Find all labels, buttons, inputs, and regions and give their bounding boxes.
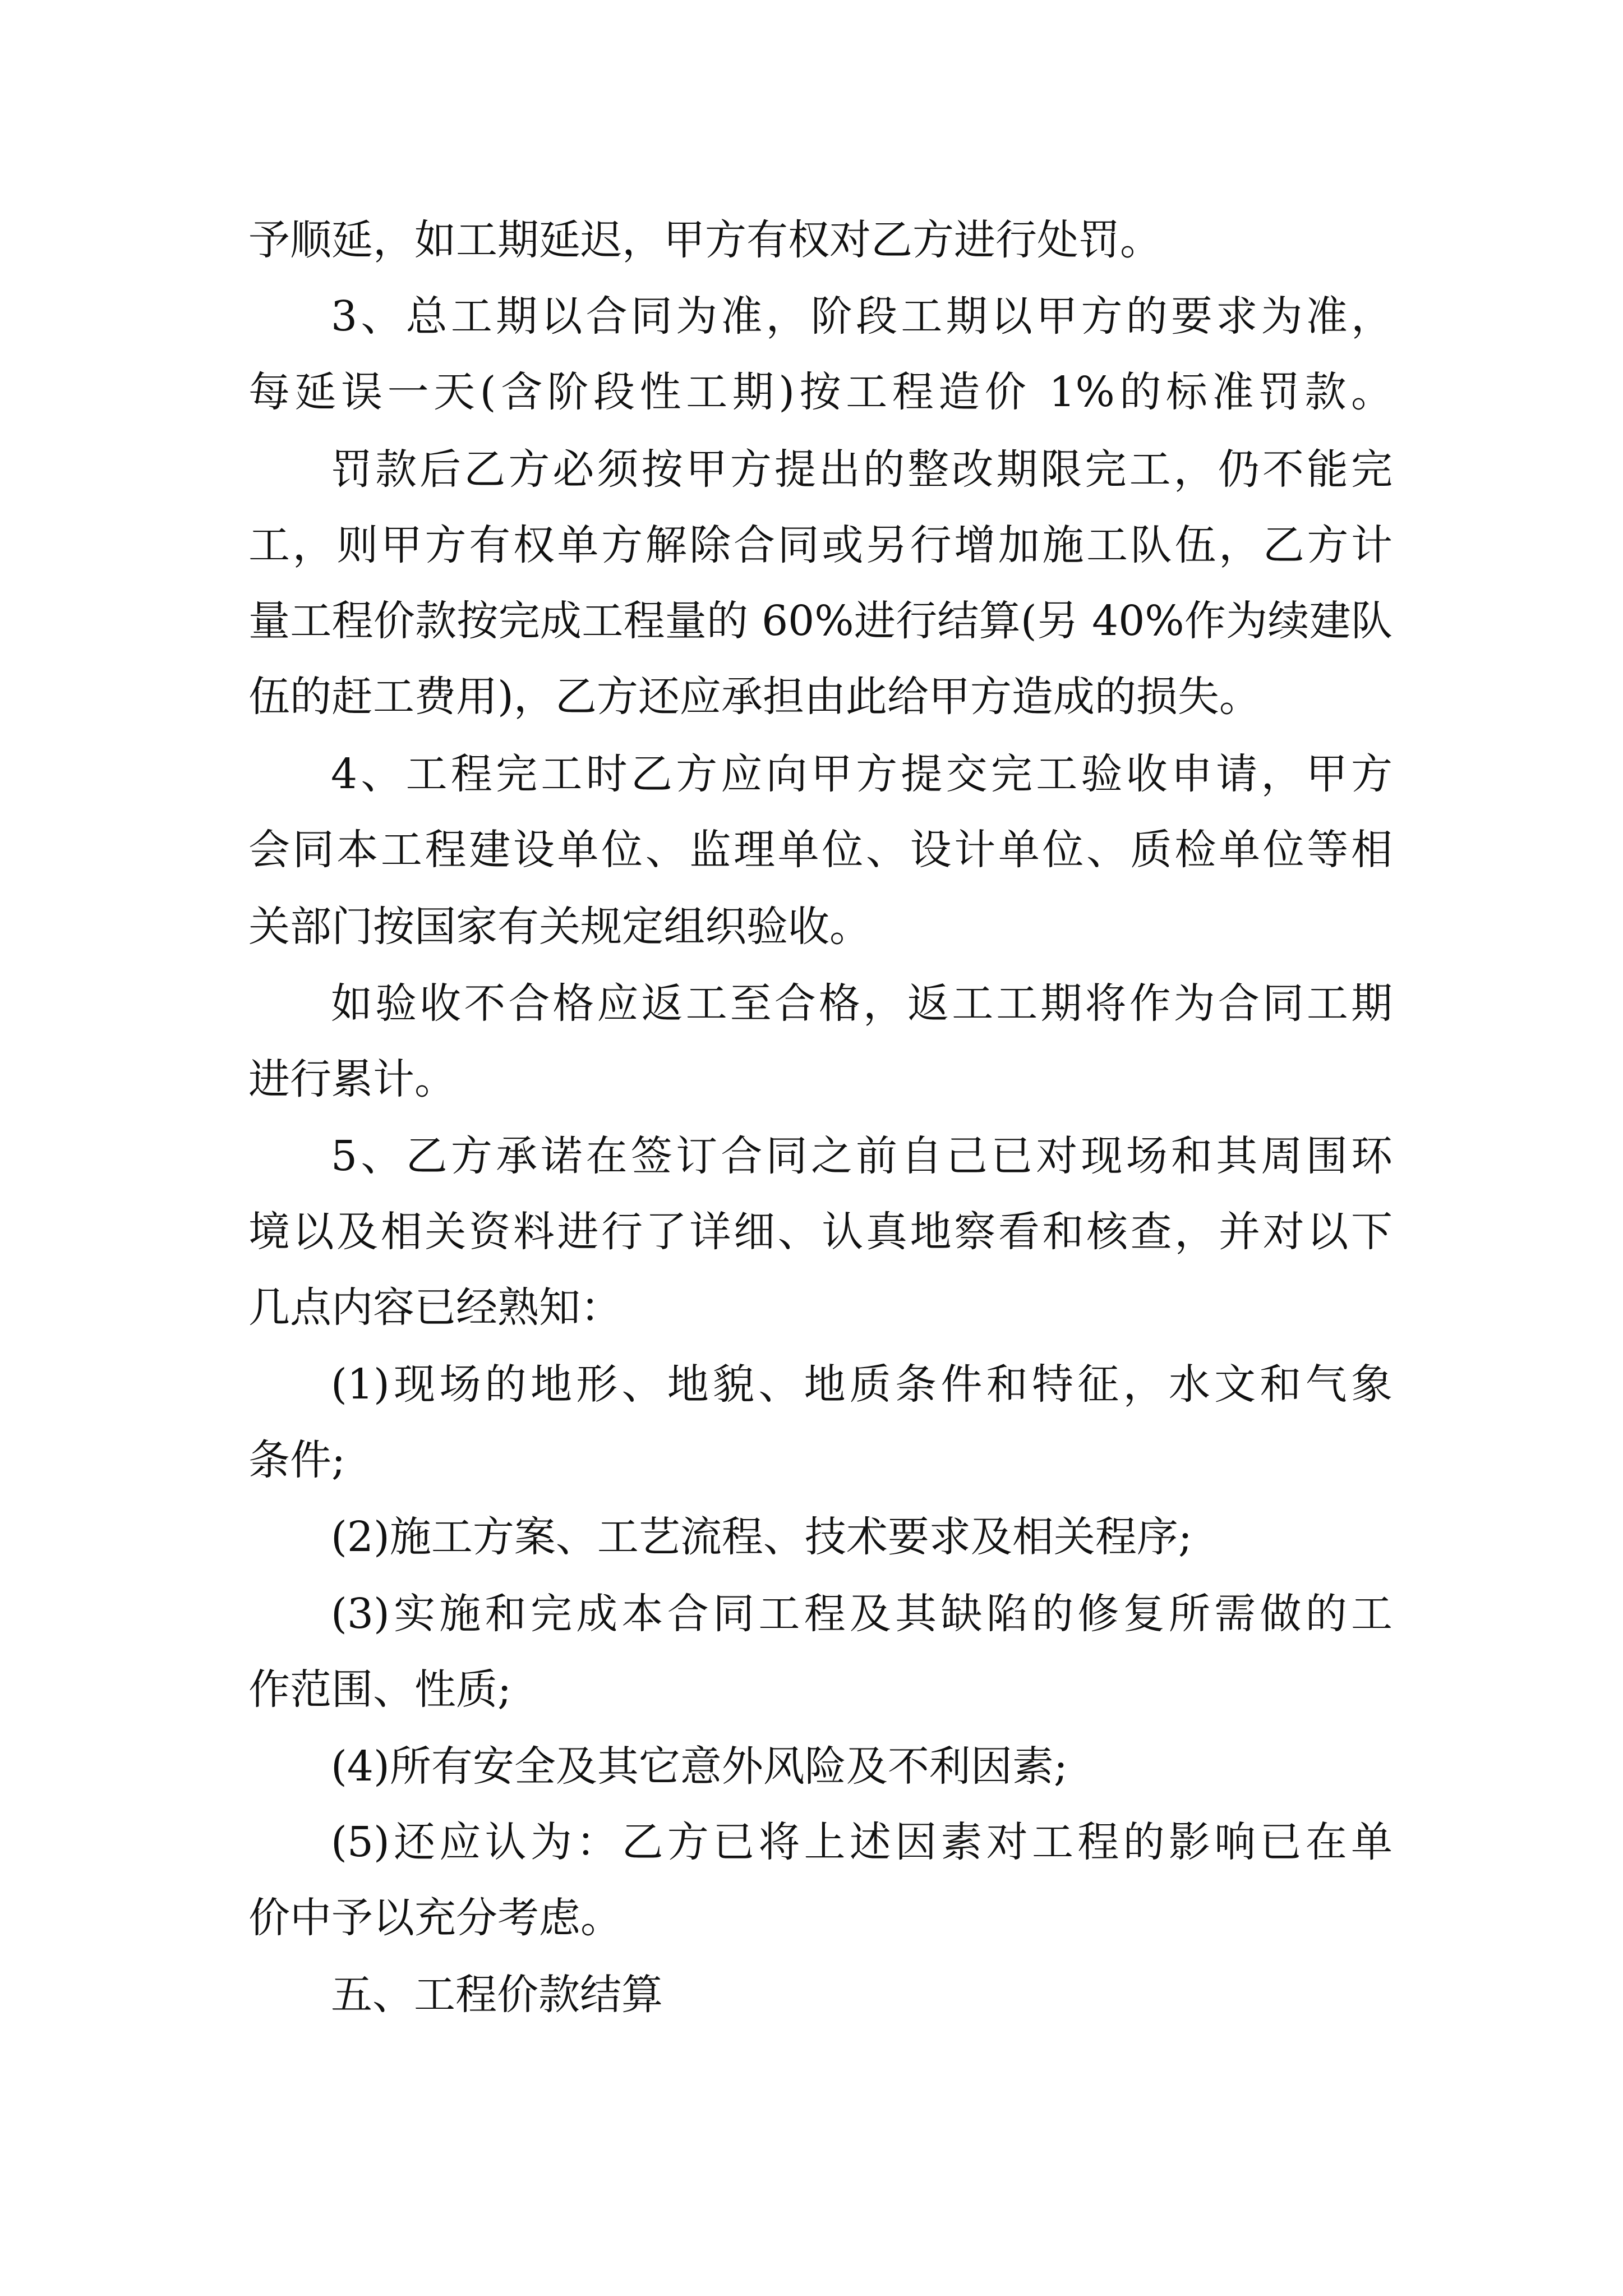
text-line: (5)还应认为：乙方已将上述因素对工程的影响已在单	[331, 1818, 1393, 1866]
text-line: 量工程价款按完成工程量的 60%进行结算(另 40%作为续建队	[248, 597, 1393, 645]
text-line: 关部门按国家有关规定组织验收。	[248, 903, 871, 951]
text-line: 予顺延，如工期延迟，甲方有权对乙方进行处罚。	[248, 216, 1161, 264]
text-line: (4)所有安全及其它意外风险及不利因素;	[331, 1742, 1068, 1791]
text-line: 如验收不合格应返工至合格，返工工期将作为合同工期	[331, 979, 1393, 1028]
text-line: 3、总工期以合同为准，阶段工期以甲方的要求为准，	[331, 292, 1393, 341]
text-line: 会同本工程建设单位、监理单位、设计单位、质检单位等相	[248, 826, 1393, 874]
text-line: 5、乙方承诺在签订合同之前自己已对现场和其周围环	[331, 1132, 1393, 1180]
text-line: 作范围、性质;	[248, 1665, 511, 1714]
section-heading: 五、工程价款结算	[331, 1971, 663, 2019]
text-line: (3)实施和完成本合同工程及其缺陷的修复所需做的工	[331, 1590, 1393, 1638]
text-line: 4、工程完工时乙方应向甲方提交完工验收申请，甲方	[331, 750, 1393, 798]
text-line: 伍的赶工费用)，乙方还应承担由此给甲方造成的损失。	[248, 673, 1261, 721]
text-line: 进行累计。	[248, 1055, 456, 1103]
text-line: 条件;	[248, 1436, 345, 1484]
text-line: (2)施工方案、工艺流程、技术要求及相关程序;	[331, 1513, 1192, 1561]
text-line: 价中予以充分考虑。	[248, 1894, 622, 1942]
text-line: 罚款后乙方必须按甲方提出的整改期限完工，仍不能完	[331, 445, 1393, 494]
text-line: (1)现场的地形、地貌、地质条件和特征，水文和气象	[331, 1360, 1393, 1409]
text-line: 几点内容已经熟知：	[248, 1283, 622, 1332]
text-line: 每延误一天(含阶段性工期)按工程造价 1%的标准罚款。	[248, 368, 1393, 416]
text-line: 境以及相关资料进行了详细、认真地察看和核查，并对以下	[248, 1208, 1393, 1256]
text-line: 工，则甲方有权单方解除合同或另行增加施工队伍，乙方计	[248, 521, 1393, 569]
